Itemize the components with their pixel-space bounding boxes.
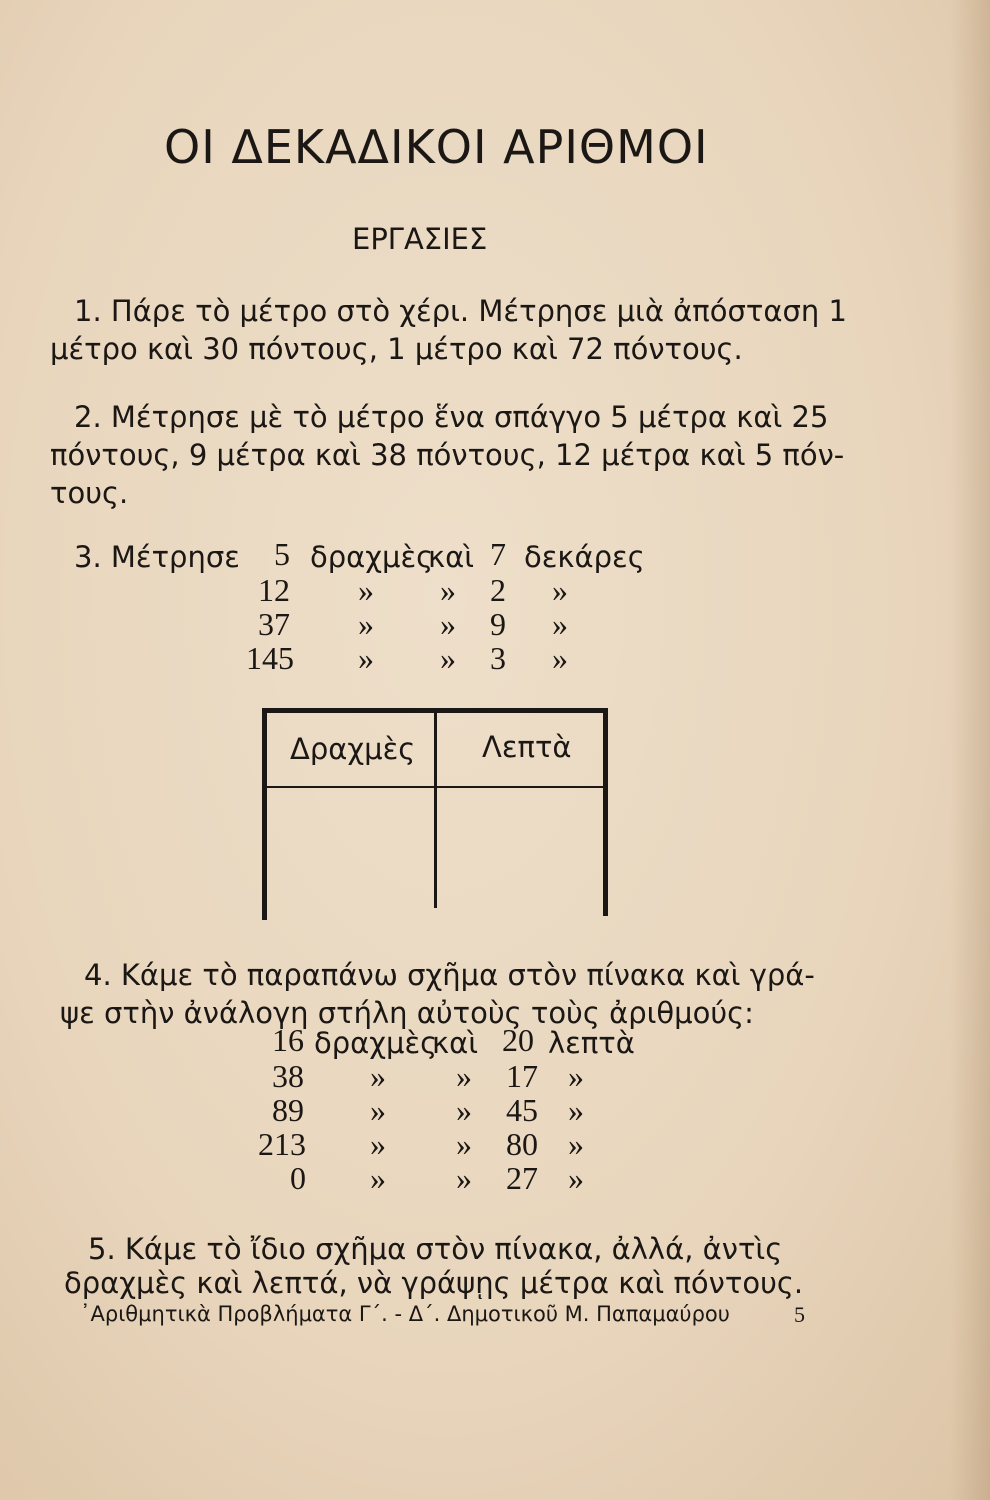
- ex3-row-3-ditto2: »: [440, 606, 456, 642]
- ex3-row-2-ditto3: »: [552, 572, 568, 608]
- ex3-row-4-ditto3: »: [552, 640, 568, 676]
- ex4-row-3-drachmes: 89: [272, 1092, 304, 1128]
- ex3-row-1-unit: δραχμὲς: [310, 540, 434, 574]
- ex5-line2: δραχμὲς καὶ λεπτά, νὰ γράψῃς μέτρα καὶ πόντους.: [64, 1266, 804, 1300]
- ex4-row-1-and: καὶ: [432, 1026, 479, 1060]
- ex5-line1: 5. Κάμε τὸ ἴδιο σχῆμα στὸν πίνακα, ἀλλά, ἀντὶς: [88, 1232, 783, 1266]
- table-header-lepta: Λεπτὰ: [482, 730, 572, 764]
- ex4-row-3-ditto: »: [370, 1092, 386, 1128]
- ex3-row-3-dekares: 9: [490, 606, 506, 642]
- ex3-row-2-ditto2: »: [440, 572, 456, 608]
- ex4-row-3-ditto3: »: [568, 1092, 584, 1128]
- ex3-row-4-drachmes: 145: [246, 640, 294, 676]
- ex3-row-3-ditto: »: [358, 606, 374, 642]
- ex2-line1: 2. Μέτρησε μὲ τὸ μέτρο ἕνα σπάγγο 5 μέτρα καὶ 25: [74, 400, 829, 434]
- ex3-row-2-ditto: »: [358, 572, 374, 608]
- ex4-row-1-drachmes: 16: [272, 1022, 304, 1058]
- table-header-divider: [266, 786, 604, 788]
- ex4-row-3-lepta: 45: [506, 1092, 538, 1128]
- ex4-row-2-drachmes: 38: [272, 1058, 304, 1094]
- ex1-line2: μέτρο καὶ 30 πόντους, 1 μέτρο καὶ 72 πόντους.: [50, 332, 743, 366]
- table-header-drachmes: Δραχμὲς: [290, 732, 416, 766]
- ex1-line1: 1. Πάρε τὸ μέτρο στὸ χέρι. Μέτρησε μιὰ ἀπόσταση 1: [74, 294, 847, 328]
- ex3-row-4-ditto: »: [358, 640, 374, 676]
- ex3-row-3-drachmes: 37: [258, 606, 290, 642]
- ex4-row-1-lepta: 20: [502, 1022, 534, 1058]
- table-right-border: [603, 708, 608, 916]
- ex4-row-4-lepta: 80: [506, 1126, 538, 1162]
- ex3-row-2-drachmes: 12: [258, 572, 290, 608]
- table-column-divider: [434, 712, 437, 908]
- ex4-row-5-lepta: 27: [506, 1160, 538, 1196]
- ex4-row-1-unit2: λεπτὰ: [548, 1026, 635, 1060]
- ex4-row-2-ditto: »: [370, 1058, 386, 1094]
- ex2-line2: πόντους, 9 μέτρα καὶ 38 πόντους, 12 μέτρα καὶ 5 πόν-: [50, 438, 845, 472]
- section-subtitle: ΕΡΓΑΣΙΕΣ: [352, 222, 488, 256]
- ex4-line1: 4. Κάμε τὸ παραπάνω σχῆμα στὸν πίνακα καὶ γρά-: [84, 958, 815, 992]
- ex4-row-5-ditto2: »: [456, 1160, 472, 1196]
- ex4-row-3-ditto2: »: [456, 1092, 472, 1128]
- ex4-row-4-ditto2: »: [456, 1126, 472, 1162]
- book-footer: ᾽Αριθμητικὰ Προβλήματα Γ΄. - Δ΄. Δημοτικοῦ Μ. Παπαμαύρου: [80, 1302, 730, 1326]
- ex3-row-4-ditto2: »: [440, 640, 456, 676]
- ex4-row-4-drachmes: 213: [258, 1126, 306, 1162]
- ex4-row-2-lepta: 17: [506, 1058, 538, 1094]
- page-shadow: [950, 0, 990, 1500]
- ex3-row-3-ditto3: »: [552, 606, 568, 642]
- page-title: ΟΙ ΔΕΚΑΔΙΚΟΙ ΑΡΙΘΜΟΙ: [164, 120, 709, 174]
- ex4-row-4-ditto: »: [370, 1126, 386, 1162]
- ex3-row-1-dekares: 7: [490, 536, 506, 572]
- table-left-border: [262, 708, 267, 920]
- ex4-row-2-ditto3: »: [568, 1058, 584, 1094]
- ex3-row-2-dekares: 2: [490, 572, 506, 608]
- page-number: 5: [794, 1302, 805, 1327]
- ex4-row-4-ditto3: »: [568, 1126, 584, 1162]
- ex3-row-1-drachmes: 5: [274, 536, 290, 572]
- ex4-row-5-ditto3: »: [568, 1160, 584, 1196]
- ex3-row-4-dekares: 3: [490, 640, 506, 676]
- ex2-line3: τους.: [50, 476, 129, 510]
- ex4-line2: ψε στὴν ἀνάλογη στήλη αὐτοὺς τοὺς ἀριθμούς:: [60, 996, 754, 1030]
- ex4-row-5-ditto: »: [370, 1160, 386, 1196]
- ex3-label: 3. Μέτρησε: [74, 540, 240, 574]
- ex4-row-5-drachmes: 0: [290, 1160, 306, 1196]
- ex4-row-2-ditto2: »: [456, 1058, 472, 1094]
- ex3-row-1-unit2: δεκάρες: [524, 540, 645, 574]
- ex3-row-1-and: καὶ: [428, 540, 475, 574]
- ex4-row-1-unit: δραχμὲς: [314, 1026, 438, 1060]
